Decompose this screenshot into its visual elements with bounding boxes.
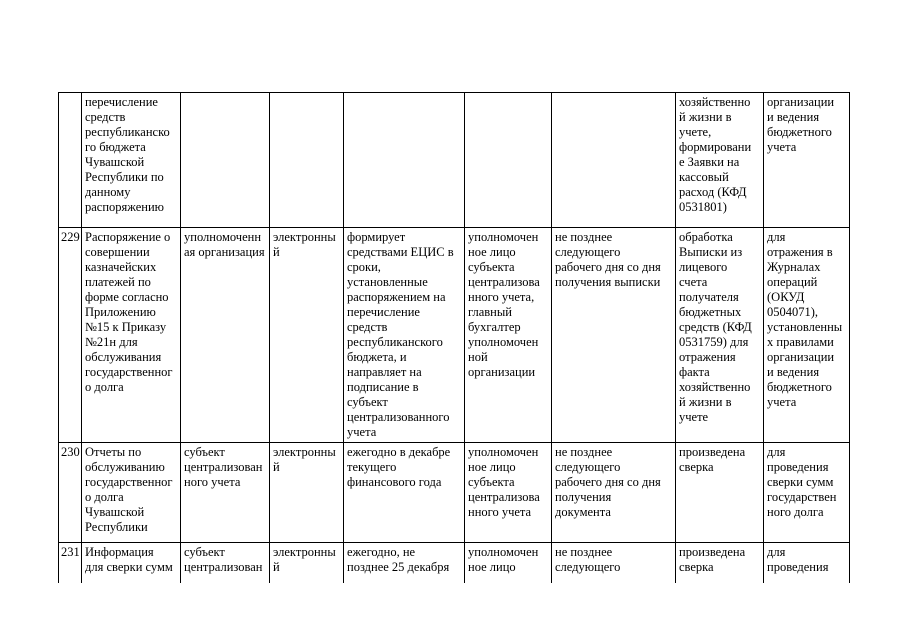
deadline-cell: не позднее следующего: [552, 543, 676, 603]
procedure-cell: ежегодно, не позднее 25 декабря: [344, 543, 465, 603]
responsible-cell: [181, 93, 270, 228]
deadline-cell: не позднее следующего рабочего дня со дня получения выписки: [552, 228, 676, 443]
purpose-cell: для проведения: [764, 543, 850, 603]
register-table: [58, 92, 850, 603]
document-name-cell: перечисление средств республиканско го бюджета Чувашской Республики по данному распоряжению: [82, 93, 181, 228]
deadline-cell: [552, 93, 676, 228]
row-number-cell: 229: [59, 228, 82, 443]
format-cell: электронны й: [270, 228, 344, 443]
format-cell: электронны й: [270, 443, 344, 543]
document-name-cell: Информация для сверки сумм: [82, 543, 181, 603]
signer-cell: уполномочен ное лицо субъекта централизова нного учета: [465, 443, 552, 543]
action-cell: произведена сверка: [676, 543, 764, 603]
document-name-cell: Распоряжение о совершении казначейских платежей по форме согласно Приложению №15 к Приказу №21н для обслуживания государственног о долга: [82, 228, 181, 443]
signer-cell: уполномочен ное лицо: [465, 543, 552, 603]
deadline-cell: не позднее следующего рабочего дня со дня получения документа: [552, 443, 676, 543]
row-number-cell: [59, 93, 82, 228]
row-number-cell: 231: [59, 543, 82, 603]
purpose-cell: организации и ведения бюджетного учета: [764, 93, 850, 228]
register-table-body: [59, 93, 850, 603]
table-row: [59, 93, 850, 228]
responsible-cell: субъект централизован ного учета: [181, 443, 270, 543]
procedure-cell: формирует средствами ЕЦИС в сроки, установленные распоряжением на перечисление средств республиканского бюджета, и направляет на подписание в субъект централизованного учета: [344, 228, 465, 443]
responsible-cell: уполномоченн ая организация: [181, 228, 270, 443]
purpose-cell: для проведения сверки сумм государствен ного долга: [764, 443, 850, 543]
responsible-cell: субъект централизован: [181, 543, 270, 603]
signer-cell: [465, 93, 552, 228]
table-row: [59, 228, 850, 443]
action-cell: обработка Выписки из лицевого счета получателя бюджетных средств (КФД 0531759) для отражения факта хозяйственно й жизни в учете: [676, 228, 764, 443]
signer-cell: уполномочен ное лицо субъекта централизова нного учета, главный бухгалтер уполномочен ной организации: [465, 228, 552, 443]
document-name-cell: Отчеты по обслуживанию государственног о долга Чувашской Республики: [82, 443, 181, 543]
format-cell: [270, 93, 344, 228]
action-cell: хозяйственно й жизни в учете, формировани е Заявки на кассовый расход (КФД 0531801): [676, 93, 764, 228]
format-cell: электронны й: [270, 543, 344, 603]
page-bottom-margin: [0, 583, 905, 640]
procedure-cell: [344, 93, 465, 228]
table-row: [59, 443, 850, 543]
row-number-cell: 230: [59, 443, 82, 543]
procedure-cell: ежегодно в декабре текущего финансового года: [344, 443, 465, 543]
purpose-cell: для отражения в Журналах операций (ОКУД 0504071), установленны х правилами организации и ведения бюджетного учета: [764, 228, 850, 443]
action-cell: произведена сверка: [676, 443, 764, 543]
